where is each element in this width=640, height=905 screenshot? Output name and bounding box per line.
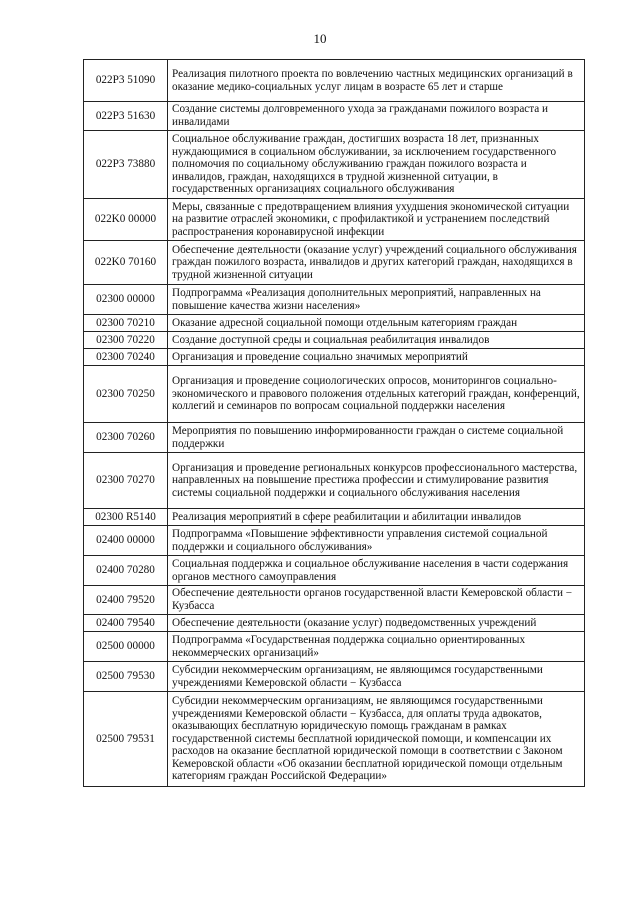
table-row	[84, 586, 585, 615]
code-cell: 02500 00000	[84, 632, 168, 662]
table-row	[84, 315, 585, 332]
code-cell: 022P3 51630	[84, 102, 168, 131]
description-text: Реализация мероприятий в сфере реабилитации и абилитации инвалидов	[172, 510, 522, 523]
description-text: Создание системы долговременного ухода за гражданами пожилого возраста и инвалидами	[172, 103, 549, 128]
description-cell	[168, 315, 585, 332]
table-row	[84, 131, 585, 199]
description-cell	[168, 615, 585, 632]
code-cell: 02300 70270	[84, 453, 168, 509]
code-cell: 022K0 70160	[84, 241, 168, 285]
table-body	[84, 60, 585, 787]
code-cell: 022P3 51090	[84, 60, 168, 102]
description-cell	[168, 692, 585, 787]
description-cell	[168, 586, 585, 615]
description-text: Обеспечение деятельности (оказание услуг) подведомственных учреждений	[172, 616, 537, 629]
description-cell	[168, 632, 585, 662]
code-cell: 02300 70240	[84, 349, 168, 366]
description-cell	[168, 285, 585, 315]
code-cell: 02300 00000	[84, 285, 168, 315]
table-row	[84, 349, 585, 366]
budget-codes-table	[83, 59, 585, 787]
description-cell	[168, 366, 585, 423]
page-number: 10	[313, 31, 327, 46]
description-text: Субсидии некоммерческим организациям, не являющимся государственными учреждениями Кемеровской области − Кузбасса, для оплаты труда адвокатов, оказывающих бесплатную юридическую помощь гражданам в рамках государственной системы бесплатной юридической помощи, и компенсации их расходов на оказание бесплатной юридической помощи в соответствии с Законом Кемеровской области «Об оказании бесплатной юридической помощи отдельным категориям граждан Российской Федерации»	[172, 694, 563, 783]
description-text: Обеспечение деятельности органов государственной власти Кемеровской области − Кузбасса	[172, 587, 573, 612]
table-row	[84, 423, 585, 453]
table-row	[84, 241, 585, 285]
code-cell: 022P3 73880	[84, 131, 168, 199]
code-cell: 022K0 00000	[84, 199, 168, 241]
table-row	[84, 615, 585, 632]
table-row	[84, 285, 585, 315]
table-row	[84, 556, 585, 586]
table-row	[84, 102, 585, 131]
description-cell	[168, 349, 585, 366]
description-cell	[168, 526, 585, 556]
description-cell	[168, 662, 585, 692]
code-cell: 02300 70220	[84, 332, 168, 349]
description-cell	[168, 102, 585, 131]
description-text: Подпрограмма «Реализация дополнительных мероприятий, направленных на повышение качества жизни населения»	[172, 286, 541, 312]
description-cell	[168, 131, 585, 199]
description-text: Подпрограмма «Повышение эффективности управления системой социальной поддержки и социального обслуживания»	[172, 527, 548, 553]
description-cell	[168, 60, 585, 102]
description-cell	[168, 332, 585, 349]
description-cell	[168, 453, 585, 509]
code-cell: 02300 70250	[84, 366, 168, 423]
table-row	[84, 366, 585, 423]
code-cell: 02300 70260	[84, 423, 168, 453]
description-text: Обеспечение деятельности (оказание услуг) учреждений социального обслуживания граждан пожилого возраста, инвалидов и других категорий граждан, находящихся в трудной жизненной ситуации	[172, 243, 577, 281]
code-cell: 02400 00000	[84, 526, 168, 556]
code-cell: 02400 79520	[84, 586, 168, 615]
description-text: Организация и проведение социально значимых мероприятий	[172, 350, 468, 363]
description-text: Организация и проведение региональных конкурсов профессионального мастерства, направленных на повышение престижа профессии и стимулирование развития системы социальной поддержки и социального обслуживания населения	[172, 461, 578, 499]
table-row	[84, 509, 585, 526]
description-text: Мероприятия по повышению информированности граждан о системе социальной поддержки	[172, 424, 564, 450]
description-text: Социальное обслуживание граждан, достигших возраста 18 лет, признанных нуждающимися в социальном обслуживании, за исключением государственного полномочия по социальному обслуживанию граждан пожилого возраста и инвалидов, граждан, находящихся в трудной жизненной ситуации, в государственных организациях социального обслуживания	[172, 133, 557, 196]
description-text: Реализация пилотного проекта по вовлечению частных медицинских организаций в оказание медико-социальных услуг лицам в возрасте 65 лет и старше	[172, 67, 573, 93]
description-cell	[168, 423, 585, 453]
code-cell: 02300 70210	[84, 315, 168, 332]
code-cell: 02300 R5140	[84, 509, 168, 526]
table-row	[84, 526, 585, 556]
description-cell	[168, 509, 585, 526]
table-row	[84, 199, 585, 241]
description-text: Субсидии некоммерческим организациям, не являющимся государственными учреждениями Кемеровской области − Кузбасса	[172, 663, 543, 689]
table-row	[84, 60, 585, 102]
table-row	[84, 453, 585, 509]
table-row	[84, 632, 585, 662]
description-cell	[168, 556, 585, 586]
description-text: Оказание адресной социальной помощи отдельным категориям граждан	[172, 316, 518, 329]
table-row	[84, 692, 585, 787]
description-cell	[168, 241, 585, 285]
code-cell: 02500 79530	[84, 662, 168, 692]
description-cell	[168, 199, 585, 241]
description-text: Подпрограмма «Государственная поддержка социально ориентированных некоммерческих организаций»	[172, 633, 526, 659]
table-row	[84, 662, 585, 692]
description-text: Меры, связанные с предотвращением влияния ухудшения экономической ситуации на развитие отраслей экономики, с профилактикой и устранением последствий распространения коронавирусной инфекции	[172, 200, 570, 238]
description-text: Социальная поддержка и социальное обслуживание населения в части содержания органов местного самоуправления	[172, 557, 569, 583]
code-cell: 02400 70280	[84, 556, 168, 586]
description-text: Создание доступной среды и социальная реабилитация инвалидов	[172, 333, 490, 346]
description-text: Организация и проведение социологических опросов, мониторингов социально-экономического и правового положения отдельных категорий граждан, конференций, коллегий и семинаров по вопросам социальной поддержки населения	[172, 375, 580, 413]
code-cell: 02500 79531	[84, 692, 168, 787]
code-cell: 02400 79540	[84, 615, 168, 632]
table-row	[84, 332, 585, 349]
